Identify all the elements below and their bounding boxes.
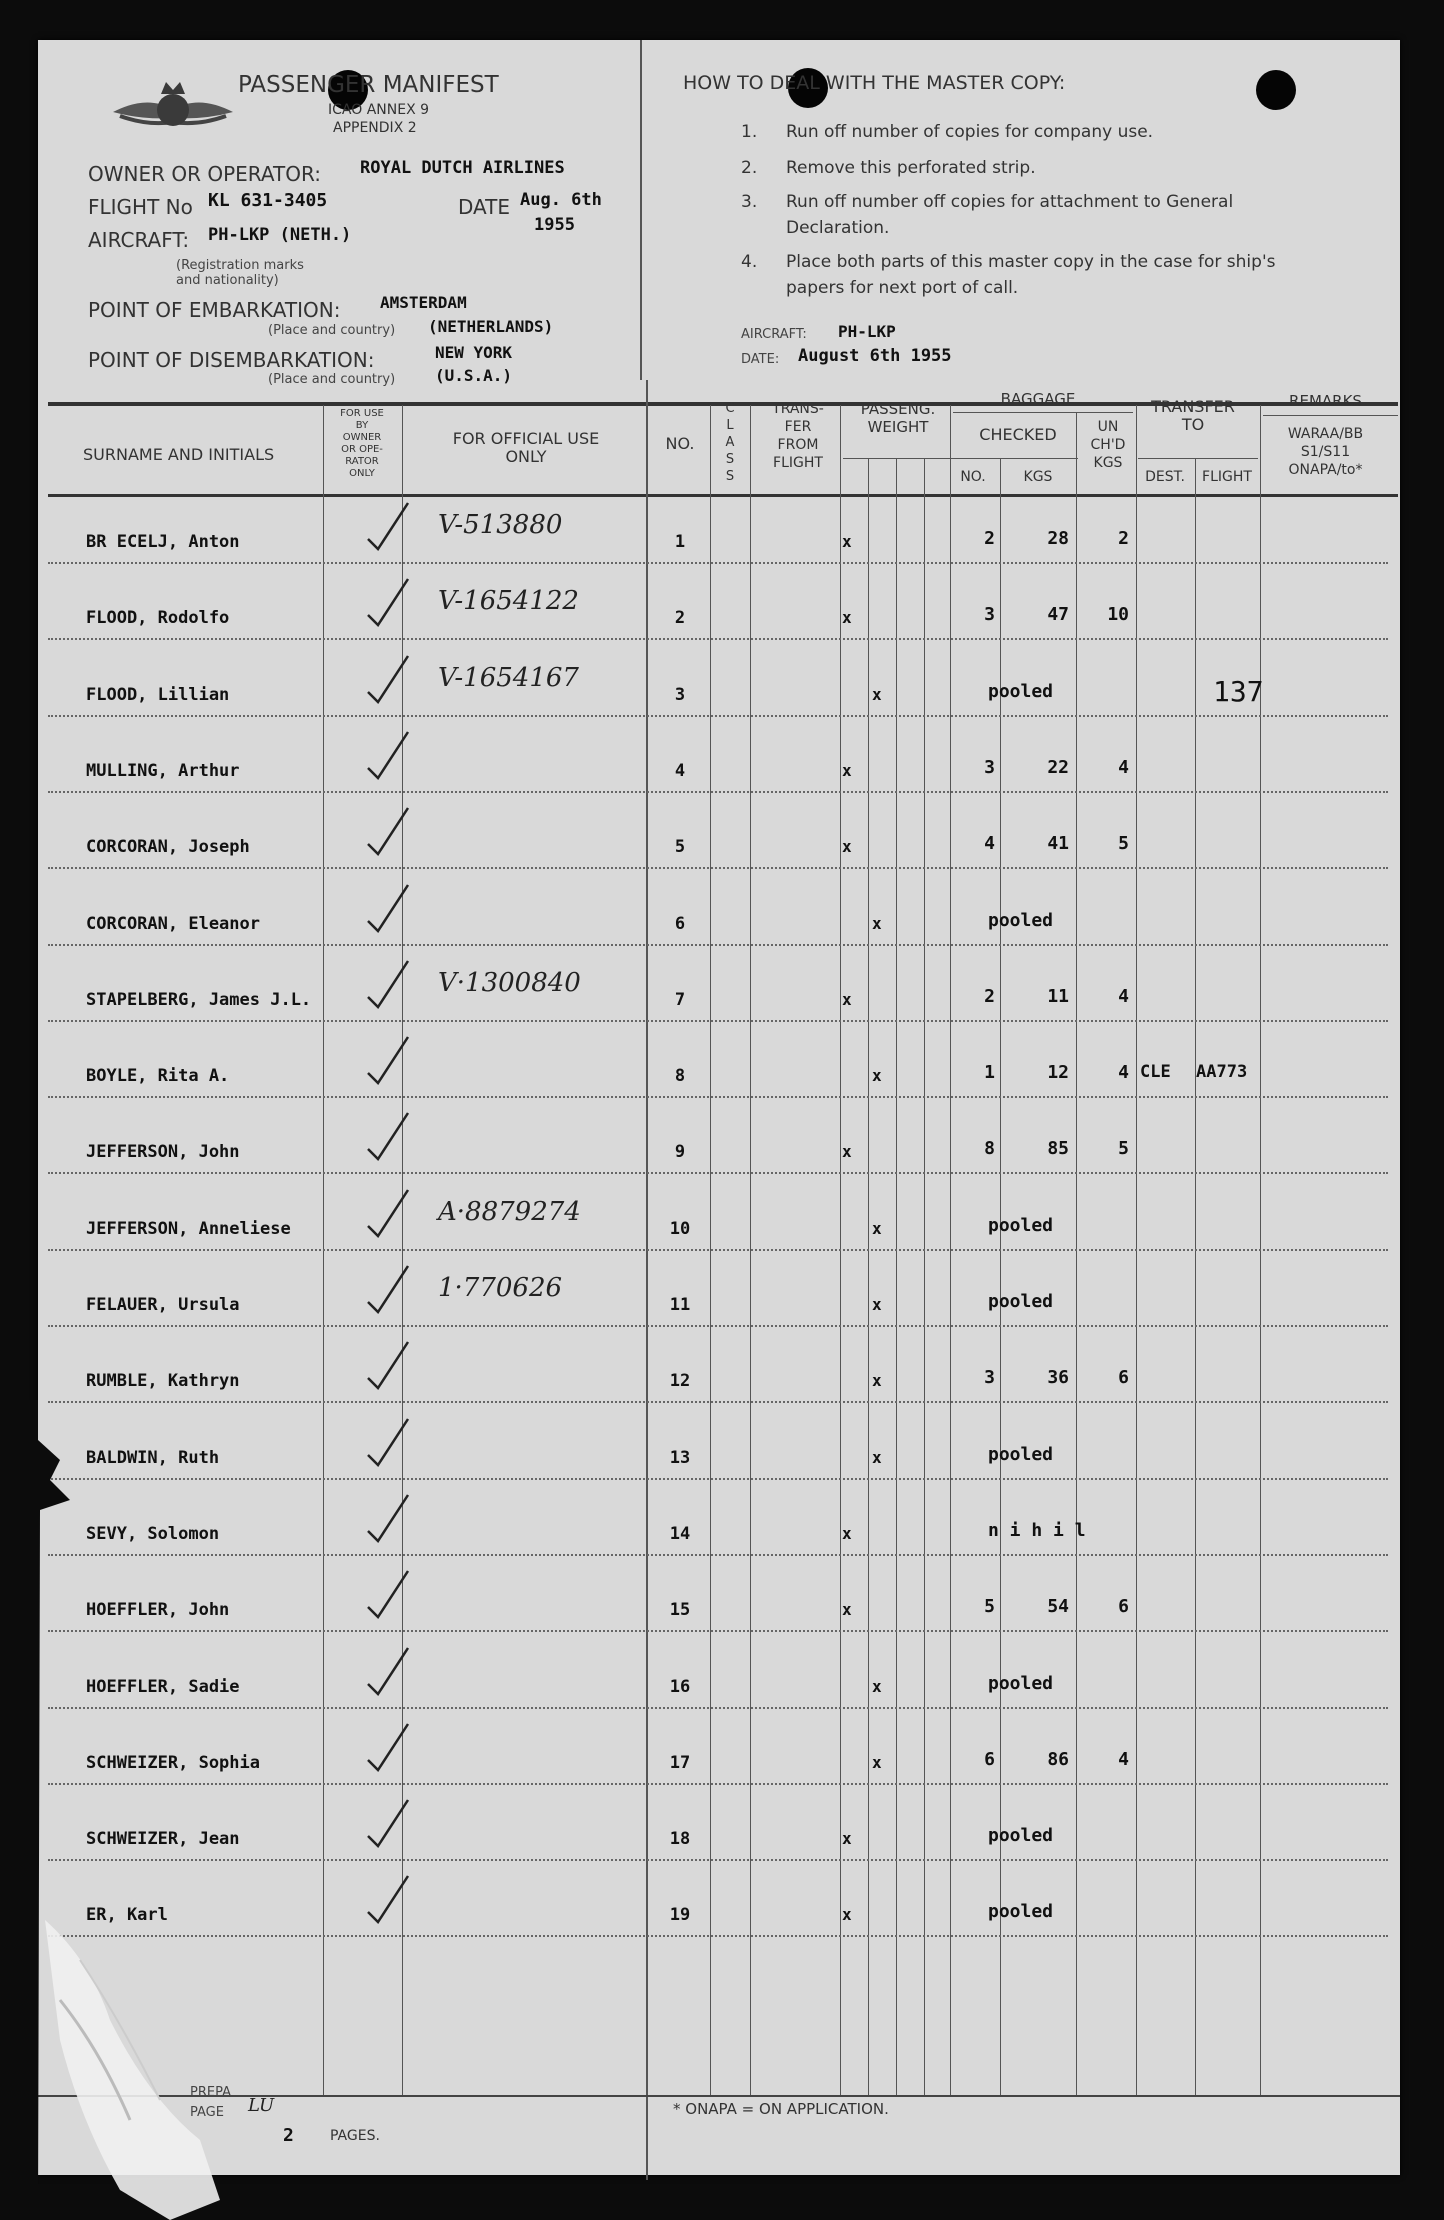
col-line-pw-1 (868, 458, 869, 2095)
date-label: DATE (458, 195, 511, 219)
weight-mark: x (872, 1295, 882, 1314)
passenger-name: ER, Karl (86, 1905, 168, 1925)
check-mark-icon (358, 650, 438, 710)
unchecked-kgs: 6 (1118, 1367, 1129, 1388)
baggage-pooled: pooled (988, 1825, 1054, 1846)
weight-mark: x (872, 685, 882, 704)
col-header-class (710, 400, 750, 485)
row-dotted-rule (48, 1935, 1388, 1937)
passenger-number: 8 (674, 1066, 686, 1086)
row-dotted-rule (48, 1249, 1388, 1251)
row-dotted-rule (48, 1859, 1388, 1861)
official-use-entry: V·1300840 (438, 968, 581, 998)
baggage-kgs: 86 (1047, 1749, 1069, 1770)
weight-mark: x (842, 990, 852, 1009)
date-year: 1955 (534, 215, 575, 235)
row-dotted-rule (48, 715, 1388, 717)
passenger-number: 15 (669, 1600, 691, 1620)
passweight-line: WEIGHT (867, 418, 929, 436)
instruction-number: 2. (741, 158, 758, 178)
passenger-name: HOEFFLER, Sadie (86, 1677, 240, 1697)
passenger-name: BALDWIN, Ruth (86, 1448, 220, 1468)
official-use-entry: V-1654122 (438, 586, 579, 616)
passenger-number: 17 (669, 1753, 691, 1773)
transfer-dest: CLE (1140, 1062, 1171, 1082)
icao-annex: ICAO ANNEX 9 (328, 102, 430, 118)
appendix: APPENDIX 2 (333, 120, 417, 136)
check-mark-icon (358, 955, 438, 1015)
check-mark-icon (358, 1794, 438, 1854)
weight-mark: x (872, 1677, 882, 1696)
instr-aircraft-label: AIRCRAFT: (741, 327, 807, 342)
unchecked-kgs: 6 (1118, 1596, 1129, 1617)
row-dotted-rule (48, 1783, 1388, 1785)
baggage-pooled: pooled (988, 1673, 1054, 1694)
baggage-kgs: 11 (1047, 986, 1069, 1007)
weight-mark: x (842, 608, 852, 627)
instruction-text: Run off number off copies for attachment to General (786, 192, 1234, 212)
col-header-transfer-to (1133, 398, 1253, 434)
registration-note-1: (Registration marks (176, 258, 304, 273)
officialuse-line: ONLY (505, 447, 547, 466)
passenger-name: MULLING, Arthur (86, 761, 240, 781)
classhdr-line: L (726, 418, 734, 433)
instruction-number: 1. (741, 122, 758, 142)
row-dotted-rule (48, 1401, 1388, 1403)
klm-logo (108, 72, 238, 152)
instruction-number: 3. (741, 192, 758, 212)
disembark-city: NEW YORK (435, 343, 513, 362)
unchecked-kgs: 5 (1118, 1138, 1129, 1159)
passenger-number: 1 (674, 532, 686, 552)
passenger-name: JEFFERSON, John (86, 1142, 240, 1162)
unchdhdr-line: UN (1097, 419, 1119, 435)
passenger-name: BOYLE, Rita A. (86, 1066, 230, 1086)
row-dotted-rule (48, 1478, 1388, 1480)
weight-mark: x (872, 1448, 882, 1467)
row-dotted-rule (48, 1172, 1388, 1174)
baggage-kgs: 85 (1047, 1138, 1069, 1159)
passenger-number: 10 (669, 1219, 691, 1239)
weight-mark: x (842, 1524, 852, 1543)
transfrom-line: TRANS- (772, 401, 824, 417)
side-note: 137 (1213, 675, 1264, 708)
baggage-kgs: 54 (1047, 1596, 1069, 1617)
check-mark-icon (358, 1260, 438, 1320)
prep-label: PREPA (190, 2085, 231, 2100)
check-mark-icon (358, 1336, 438, 1396)
baggage-pooled: pooled (988, 1901, 1054, 1922)
passenger-name: STAPELBERG, James J.L. (86, 990, 312, 1010)
col-header-surname: SURNAME AND INITIALS (83, 445, 275, 464)
baggage-count: 8 (984, 1138, 995, 1159)
checked-sub-rule (953, 458, 1078, 459)
col-header-dest: DEST. (1145, 469, 1185, 485)
passenger-number: 14 (669, 1524, 691, 1544)
instruction-text: Run off number of copies for company use. (786, 122, 1154, 142)
baggage-count: 2 (984, 986, 995, 1007)
remarkssub-line: S1/S11 (1300, 444, 1351, 460)
baggage-pooled: pooled (988, 681, 1054, 702)
official-use-entry: V-513880 (438, 510, 563, 540)
check-mark-icon (358, 1184, 438, 1244)
passweight-line: PASSENG. (860, 400, 936, 418)
instruction-number: 4. (741, 252, 758, 272)
check-mark-icon (358, 1489, 438, 1549)
weight-mark: x (842, 1600, 852, 1619)
aircraft-value: PH-LKP (NETH.) (208, 225, 352, 245)
col-header-transfer-from (753, 400, 843, 472)
passenger-name: SCHWEIZER, Jean (86, 1829, 240, 1849)
col-line-dest-right (1195, 458, 1196, 2095)
passenger-name: FLOOD, Lillian (86, 685, 230, 705)
col-header-checked: CHECKED (979, 425, 1057, 444)
col-header-baggage: BAGGAGE (1000, 390, 1076, 408)
owneruse-line: FOR USE (340, 408, 384, 419)
unchecked-kgs: 10 (1107, 604, 1129, 625)
check-mark-icon (358, 879, 438, 939)
passenger-number: 3 (674, 685, 686, 705)
embark-label: POINT OF EMBARKATION: (88, 298, 341, 322)
col-line-pw-2 (896, 458, 897, 2095)
registration-note-2: and nationality) (176, 273, 279, 288)
unchecked-kgs: 4 (1118, 1749, 1129, 1770)
disembark-label: POINT OF DISEMBARKATION: (88, 348, 375, 372)
passenger-name: HOEFFLER, John (86, 1600, 230, 1620)
row-dotted-rule (48, 791, 1388, 793)
col-header-unchecked (1078, 418, 1138, 472)
weight-mark: x (842, 1905, 852, 1924)
instructions-title: HOW TO DEAL WITH THE MASTER COPY: (683, 72, 1066, 94)
official-use-entry: V-1654167 (438, 663, 579, 693)
check-mark-icon (358, 802, 438, 862)
col-header-no: NO. (665, 434, 695, 453)
flight-label: FLIGHT No (88, 195, 193, 219)
owneruse-line: BY (355, 420, 369, 431)
passenger-number: 2 (674, 608, 686, 628)
baggage-count: 4 (984, 833, 995, 854)
unchecked-kgs: 4 (1118, 1062, 1129, 1083)
weight-mark: x (872, 1371, 882, 1390)
page-value: LU (248, 2095, 275, 2116)
baggage-count: 3 (984, 757, 995, 778)
passenger-number: 7 (674, 990, 686, 1010)
classhdr-line: C (725, 401, 735, 416)
passenger-name: CORCORAN, Joseph (86, 837, 250, 857)
check-mark-icon (358, 1413, 438, 1473)
weight-mark: x (842, 1829, 852, 1848)
aircraft-label: AIRCRAFT: (88, 228, 190, 252)
check-mark-icon (358, 1870, 438, 1930)
date-value: Aug. 6th (520, 190, 602, 210)
pages-value: 2 (283, 2125, 294, 2146)
manifest-sheet (38, 40, 1400, 2175)
baggage-pooled: pooled (988, 1444, 1054, 1465)
passenger-number: 18 (669, 1829, 691, 1849)
pages-label: PAGES. (330, 2128, 380, 2144)
instr-aircraft-value: PH-LKP (838, 322, 896, 341)
punch-hole-3 (1256, 70, 1296, 110)
row-dotted-rule (48, 867, 1388, 869)
row-dotted-rule (48, 1630, 1388, 1632)
classhdr-line: A (725, 435, 735, 450)
passenger-number: 9 (674, 1142, 686, 1162)
baggage-count: 3 (984, 604, 995, 625)
weight-mark: x (872, 1219, 882, 1238)
instruction-text: Place both parts of this master copy in the case for ship's (786, 252, 1276, 272)
classhdr-line: S (725, 452, 735, 467)
baggage-sub-rule (953, 412, 1133, 413)
check-mark-icon (358, 1107, 438, 1167)
passenger-number: 4 (674, 761, 686, 781)
col-line-bag-no-right (1000, 458, 1001, 2095)
flight-value: KL 631-3405 (208, 190, 328, 211)
passenger-number: 6 (674, 914, 686, 934)
unchdhdr-line: CH'D (1090, 437, 1126, 453)
unchecked-kgs: 2 (1118, 528, 1129, 549)
check-mark-icon (358, 573, 438, 633)
col-header-official-use (406, 430, 646, 466)
classhdr-line: S (725, 469, 735, 484)
instr-date-value: August 6th 1955 (798, 346, 952, 366)
transfer-flight: AA773 (1196, 1062, 1248, 1082)
unchecked-kgs: 4 (1118, 757, 1129, 778)
row-dotted-rule (48, 1554, 1388, 1556)
baggage-count: 1 (984, 1062, 995, 1083)
baggage-kgs: 22 (1047, 757, 1069, 778)
weight-mark: x (872, 914, 882, 933)
check-mark-icon (358, 1565, 438, 1625)
baggage-pooled: n i h i l (988, 1520, 1086, 1541)
officialuse-line: FOR OFFICIAL USE (452, 429, 600, 448)
transto-line: TRANSFER (1151, 397, 1235, 416)
baggage-kgs: 47 (1047, 604, 1069, 625)
instruction-text: Declaration. (786, 218, 890, 238)
baggage-count: 6 (984, 1749, 995, 1770)
passenger-name: CORCORAN, Eleanor (86, 914, 260, 934)
instruction-text: papers for next port of call. (786, 278, 1019, 298)
col-header-remarks-sub (1263, 425, 1388, 479)
check-mark-icon (358, 726, 438, 786)
weight-mark: x (872, 1066, 882, 1085)
row-dotted-rule (48, 1020, 1388, 1022)
remarkssub-line: WARAA/BB (1287, 426, 1364, 442)
disembark-place-note: (Place and country) (268, 372, 396, 387)
instruction-text: Remove this perforated strip. (786, 158, 1036, 178)
col-header-remarks: REMARKS (1289, 392, 1362, 410)
col-header-bag-no: NO. (960, 469, 986, 485)
weight-mark: x (842, 761, 852, 780)
owneruse-line: OWNER (342, 432, 382, 443)
disembark-country: (U.S.A.) (435, 366, 513, 385)
baggage-count: 2 (984, 528, 995, 549)
baggage-kgs: 12 (1047, 1062, 1069, 1083)
footer-rule (38, 2095, 1400, 2097)
embark-city: AMSTERDAM (380, 293, 467, 312)
passenger-number: 13 (669, 1448, 691, 1468)
transfrom-line: FER (784, 419, 812, 435)
row-dotted-rule (48, 1096, 1388, 1098)
owneruse-line: ONLY (349, 468, 375, 479)
passenger-name: FELAUER, Ursula (86, 1295, 240, 1315)
baggage-pooled: pooled (988, 910, 1054, 931)
owneruse-line: OR OPE- (341, 444, 383, 455)
official-use-entry: A·8879274 (438, 1197, 581, 1227)
owner-label: OWNER OR OPERATOR: (88, 162, 321, 186)
owner-value: ROYAL DUTCH AIRLINES (360, 158, 565, 178)
remarkssub-line: ONAPA/to* (1288, 462, 1363, 478)
transto-line: TO (1181, 415, 1205, 434)
row-dotted-rule (48, 562, 1388, 564)
passeng-sub-rule (843, 458, 953, 459)
passenger-name: RUMBLE, Kathryn (86, 1371, 240, 1391)
weight-mark: x (842, 837, 852, 856)
col-header-bag-kgs: KGS (1023, 469, 1053, 485)
check-mark-icon (358, 1031, 438, 1091)
check-mark-icon (358, 1642, 438, 1702)
instr-date-label: DATE: (741, 352, 780, 367)
passenger-name: SEVY, Solomon (86, 1524, 220, 1544)
unchecked-kgs: 5 (1118, 833, 1129, 854)
transfer-sub-rule (1138, 458, 1258, 459)
unchecked-kgs: 4 (1118, 986, 1129, 1007)
row-dotted-rule (48, 1325, 1388, 1327)
col-header-owner-use (328, 408, 396, 480)
check-mark-icon (358, 1718, 438, 1778)
row-dotted-rule (48, 1707, 1388, 1709)
weight-mark: x (842, 532, 852, 551)
transfrom-line: FLIGHT (773, 455, 823, 471)
passenger-name: SCHWEIZER, Sophia (86, 1753, 260, 1773)
unchdhdr-line: KGS (1093, 455, 1123, 471)
col-line-pw-3 (924, 458, 925, 2095)
embark-country: (NETHERLANDS) (428, 317, 554, 336)
baggage-pooled: pooled (988, 1215, 1054, 1236)
baggage-kgs: 28 (1047, 528, 1069, 549)
page-label: PAGE (190, 2105, 224, 2120)
passenger-number: 19 (669, 1905, 691, 1925)
col-header-flight: FLIGHT (1202, 469, 1252, 485)
passenger-number: 11 (669, 1295, 691, 1315)
baggage-kgs: 36 (1047, 1367, 1069, 1388)
baggage-kgs: 41 (1047, 833, 1069, 854)
col-line-official-right (646, 380, 648, 2180)
col-line-bag-kgs-right (1076, 412, 1077, 2095)
passenger-name: BR ECELJ, Anton (86, 532, 240, 552)
form-title: PASSENGER MANIFEST (238, 72, 499, 98)
col-header-passeng-weight (843, 400, 953, 436)
weight-mark: x (842, 1142, 852, 1161)
check-mark-icon (358, 497, 438, 557)
official-use-entry: 1·770626 (438, 1273, 563, 1303)
footer-note: * ONAPA = ON APPLICATION. (673, 2100, 889, 2118)
owneruse-line: RATOR (345, 456, 379, 467)
baggage-pooled: pooled (988, 1291, 1054, 1312)
baggage-count: 3 (984, 1367, 995, 1388)
passenger-number: 12 (669, 1371, 691, 1391)
header-divider (640, 40, 642, 380)
torn-corner (0, 1400, 240, 2220)
row-dotted-rule (48, 944, 1388, 946)
row-dotted-rule (48, 638, 1388, 640)
embark-place-note: (Place and country) (268, 323, 396, 338)
weight-mark: x (872, 1753, 882, 1772)
remarks-sub-rule (1263, 415, 1398, 416)
transfrom-line: FROM (777, 437, 819, 453)
passenger-number: 5 (674, 837, 686, 857)
passenger-name: FLOOD, Rodolfo (86, 608, 230, 628)
passenger-number: 16 (669, 1677, 691, 1697)
passenger-name: JEFFERSON, Anneliese (86, 1219, 291, 1239)
baggage-count: 5 (984, 1596, 995, 1617)
